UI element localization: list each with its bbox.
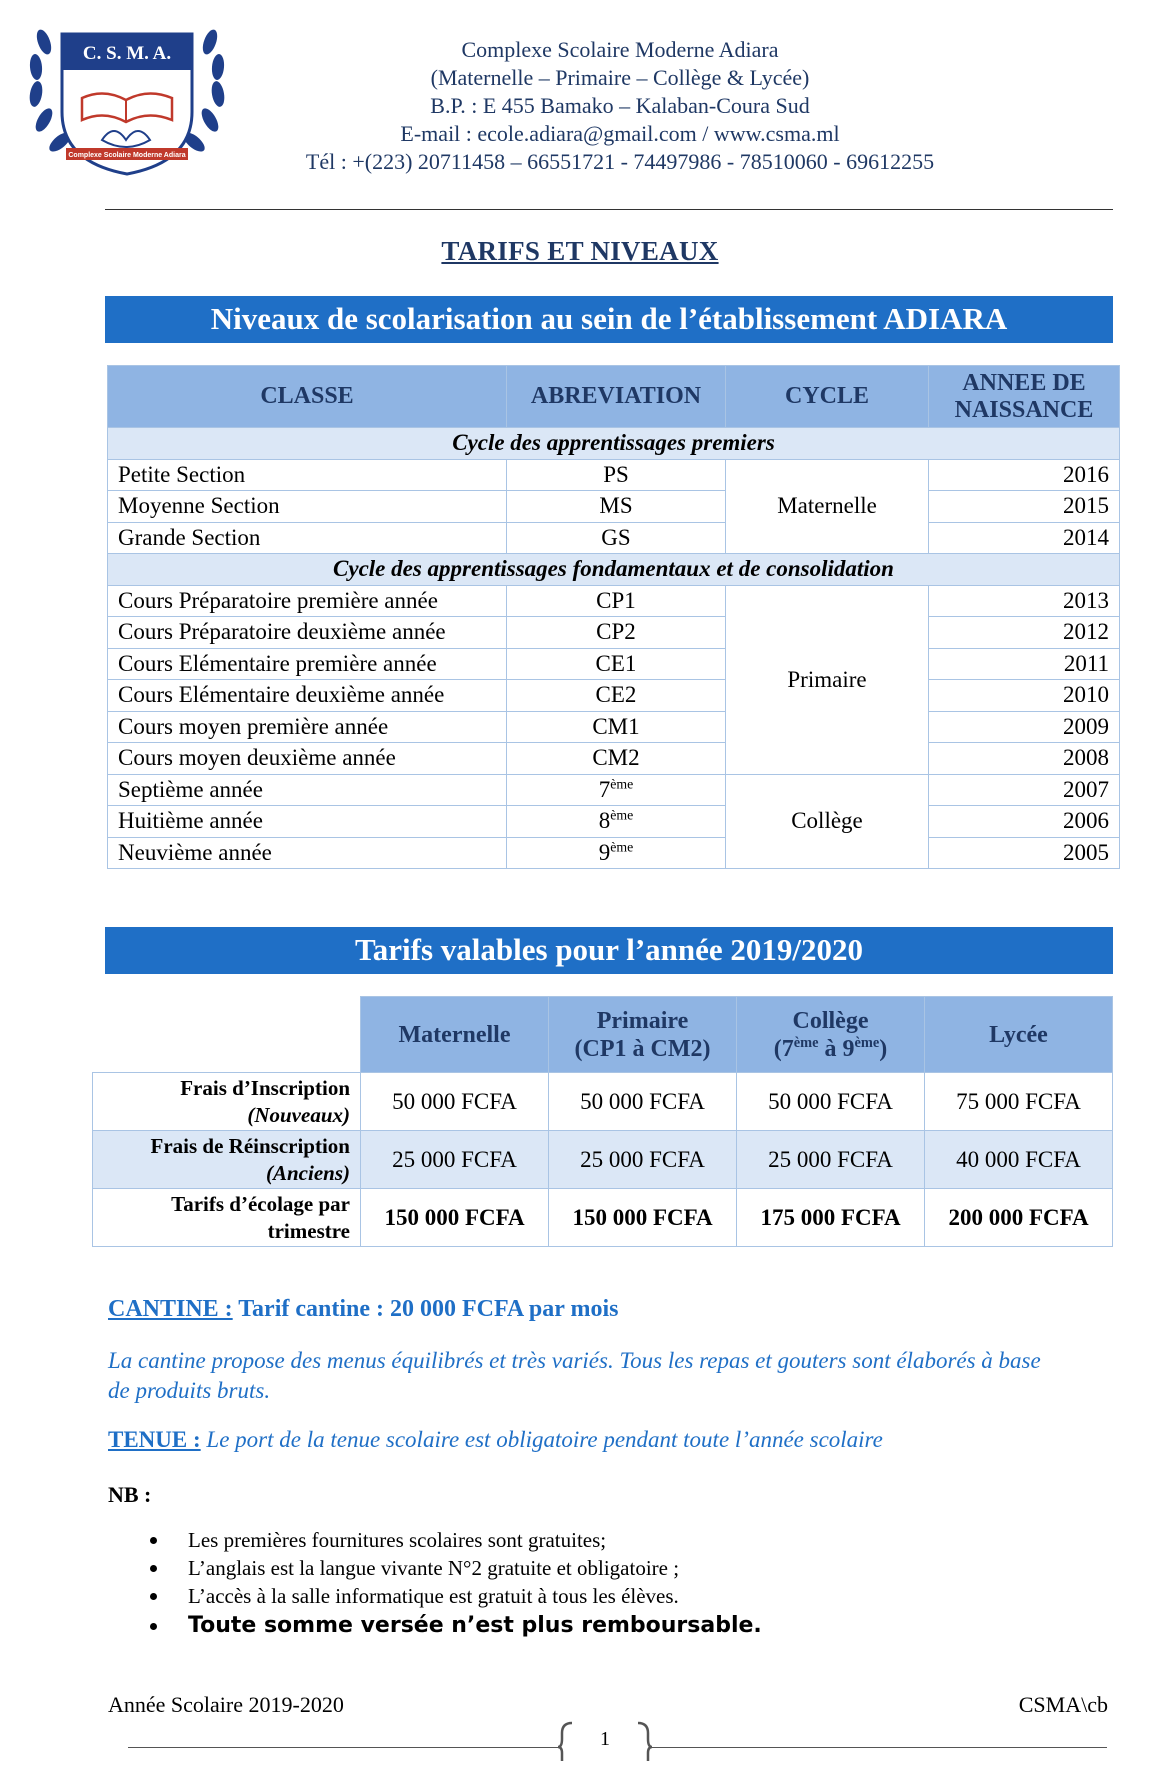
abbr-number: 7 [598, 776, 611, 802]
price-cell: 25 000 FCFA [737, 1131, 925, 1189]
tarifs-section-heading: Tarifs valables pour l’année 2019/2020 [105, 927, 1113, 974]
price-cell: 50 000 FCFA [361, 1073, 549, 1131]
year-cell: 2014 [929, 522, 1120, 554]
cycle-cell-college: Collège [726, 774, 929, 869]
price-cell: 50 000 FCFA [549, 1073, 737, 1131]
school-levels: (Maternelle – Primaire – Collège & Lycée) [430, 65, 810, 90]
header-line: Primaire [596, 1007, 689, 1034]
document-title: TARIFS ET NIVEAUX [441, 236, 719, 266]
footer-divider [128, 1747, 558, 1748]
year-cell: 2006 [929, 806, 1120, 838]
tenue-label: TENUE : [108, 1427, 201, 1452]
cycle-label: Cycle des apprentissages fondamentaux et de consolidation [108, 554, 1120, 586]
classe-cell: Grande Section [108, 522, 507, 554]
table-row [108, 711, 1120, 743]
classe-cell: Cours Elémentaire première année [108, 648, 507, 680]
col-header-cycle: CYCLE [726, 366, 929, 428]
logo-banner: Complexe Scolaire Moderne Adiara [68, 152, 186, 159]
header-line: Lycée [989, 1021, 1048, 1048]
col-header-primaire [549, 997, 737, 1073]
list-item: L’accès à la salle informatique est gratuit à tous les élèves. [130, 1582, 1030, 1610]
table-row [108, 617, 1120, 649]
abbr-cell: MS [507, 491, 726, 523]
classe-cell: Neuvième année [108, 837, 507, 869]
levels-header-row [108, 366, 1120, 428]
abbr-suffix: ème [610, 776, 634, 792]
header-divider [105, 209, 1113, 210]
abbr-cell [507, 837, 726, 869]
year-cell: 2012 [929, 617, 1120, 649]
cantine-label: CANTINE : [108, 1296, 233, 1322]
school-logo [22, 12, 232, 182]
col-header-annee: ANNEE DE NAISSANCE [929, 366, 1120, 428]
classe-cell: Petite Section [108, 459, 507, 491]
abbr-number: 8 [598, 808, 611, 834]
year-cell: 2005 [929, 837, 1120, 869]
year-cell: 2013 [929, 585, 1120, 617]
table-row [108, 774, 1120, 806]
abbr-cell: CP2 [507, 617, 726, 649]
abbr-cell [507, 774, 726, 806]
school-address: B.P. : E 455 Bamako – Kalaban-Coura Sud [430, 93, 810, 118]
abbr-suffix: ème [610, 839, 634, 855]
abbr-cell: PS [507, 459, 726, 491]
tarif-row-reinscription [93, 1131, 1113, 1189]
price-cell: 150 000 FCFA [549, 1189, 737, 1247]
price-cell: 25 000 FCFA [361, 1131, 549, 1189]
abbr-cell: CM1 [507, 711, 726, 743]
header-subline: (CP1 à CM2) [574, 1035, 711, 1062]
col-header-college [737, 997, 925, 1073]
table-row [108, 491, 1120, 523]
classe-cell: Cours Préparatoire deuxième année [108, 617, 507, 649]
cantine-description: La cantine propose des menus équilibrés et très variés. Tous les repas et gouters sont élaborés à base de produits bruts. [108, 1348, 1041, 1403]
cantine-tarif [108, 1296, 618, 1323]
header-subline: (7ème à 9ème) [773, 1034, 888, 1062]
abbr-cell: CM2 [507, 743, 726, 775]
price-cell: 175 000 FCFA [737, 1189, 925, 1247]
classe-cell: Huitième année [108, 806, 507, 838]
table-row [108, 837, 1120, 869]
col-header-lycee [925, 997, 1113, 1073]
school-phone: Tél : +(223) 20711458 – 66551721 - 74497986 - 78510060 - 69612255 [305, 149, 935, 174]
header-line: Maternelle [398, 1021, 511, 1048]
school-contact-info [240, 36, 1000, 176]
year-cell: 2008 [929, 743, 1120, 775]
footer-divider [652, 1747, 1107, 1748]
cycle-row-fondamentaux [108, 554, 1120, 586]
tarif-row-inscription [93, 1073, 1113, 1131]
table-row [108, 806, 1120, 838]
abbr-cell: CE1 [507, 648, 726, 680]
year-cell: 2011 [929, 648, 1120, 680]
nb-list [130, 1526, 1030, 1640]
nb-label: NB : [108, 1482, 152, 1507]
col-header-abreviation: ABREVIATION [507, 366, 726, 428]
cycle-cell-primaire: Primaire [726, 585, 929, 774]
blank-header [93, 997, 361, 1073]
classe-cell: Moyenne Section [108, 491, 507, 523]
cycle-row-premiers [108, 428, 1120, 460]
col-header-classe: CLASSE [108, 366, 507, 428]
list-item: Les premières fournitures scolaires sont gratuites; [130, 1526, 1030, 1554]
page-number: 1 [600, 1728, 610, 1750]
abbr-cell [507, 806, 726, 838]
col-header-maternelle [361, 997, 549, 1073]
list-item: L’anglais est la langue vivante N°2 gratuite et obligatoire ; [130, 1554, 1030, 1582]
price-cell: 150 000 FCFA [361, 1189, 549, 1247]
year-cell: 2010 [929, 680, 1120, 712]
classe-cell: Cours Elémentaire deuxième année [108, 680, 507, 712]
row-label: Tarifs d’écolage par trimestre [93, 1189, 361, 1247]
price-cell: 25 000 FCFA [549, 1131, 737, 1189]
year-cell: 2009 [929, 711, 1120, 743]
price-cell: 75 000 FCFA [925, 1073, 1113, 1131]
table-row [108, 585, 1120, 617]
list-item: Toute somme versée n’est plus remboursable. [130, 1612, 1030, 1640]
classe-cell: Cours Préparatoire première année [108, 585, 507, 617]
price-cell: 50 000 FCFA [737, 1073, 925, 1131]
school-name: Complexe Scolaire Moderne Adiara [461, 37, 779, 62]
tarifs-table [92, 996, 1113, 1247]
year-cell: 2007 [929, 774, 1120, 806]
abbr-cell: CE2 [507, 680, 726, 712]
table-row [108, 680, 1120, 712]
year-cell: 2016 [929, 459, 1120, 491]
price-cell: 200 000 FCFA [925, 1189, 1113, 1247]
tarif-row-ecolage [93, 1189, 1113, 1247]
abbr-cell: GS [507, 522, 726, 554]
cycle-cell-maternelle: Maternelle [726, 459, 929, 554]
table-row [108, 743, 1120, 775]
classe-cell: Cours moyen première année [108, 711, 507, 743]
tarifs-header-row [93, 997, 1113, 1073]
abbr-cell: CP1 [507, 585, 726, 617]
levels-section-heading: Niveaux de scolarisation au sein de l’établissement ADIARA [105, 296, 1113, 343]
cycle-label: Cycle des apprentissages premiers [108, 428, 1120, 460]
cantine-price: Tarif cantine : 20 000 FCFA par mois [232, 1296, 619, 1322]
table-row [108, 522, 1120, 554]
tenue-text: Le port de la tenue scolaire est obligatoire pendant toute l’année scolaire [200, 1427, 883, 1452]
abbr-number: 9 [598, 839, 611, 865]
row-label: Frais d’Inscription (Nouveaux) [93, 1073, 361, 1131]
row-label: Frais de Réinscription (Anciens) [93, 1131, 361, 1189]
school-email: E-mail : ecole.adiara@gmail.com / www.csma.ml [400, 121, 840, 146]
footer-school-year: Année Scolaire 2019-2020 [108, 1692, 344, 1717]
abbr-suffix: ème [610, 807, 634, 823]
price-cell: 40 000 FCFA [925, 1131, 1113, 1189]
table-row [108, 459, 1120, 491]
header-line: Collège [792, 1007, 869, 1034]
levels-table [107, 365, 1120, 869]
classe-cell: Cours moyen deuxième année [108, 743, 507, 775]
logo-text: C. S. M. A. [82, 43, 172, 64]
classe-cell: Septième année [108, 774, 507, 806]
year-cell: 2015 [929, 491, 1120, 523]
tenue-note [108, 1427, 883, 1453]
table-row [108, 648, 1120, 680]
footer-ref: CSMA\cb [1018, 1692, 1108, 1717]
